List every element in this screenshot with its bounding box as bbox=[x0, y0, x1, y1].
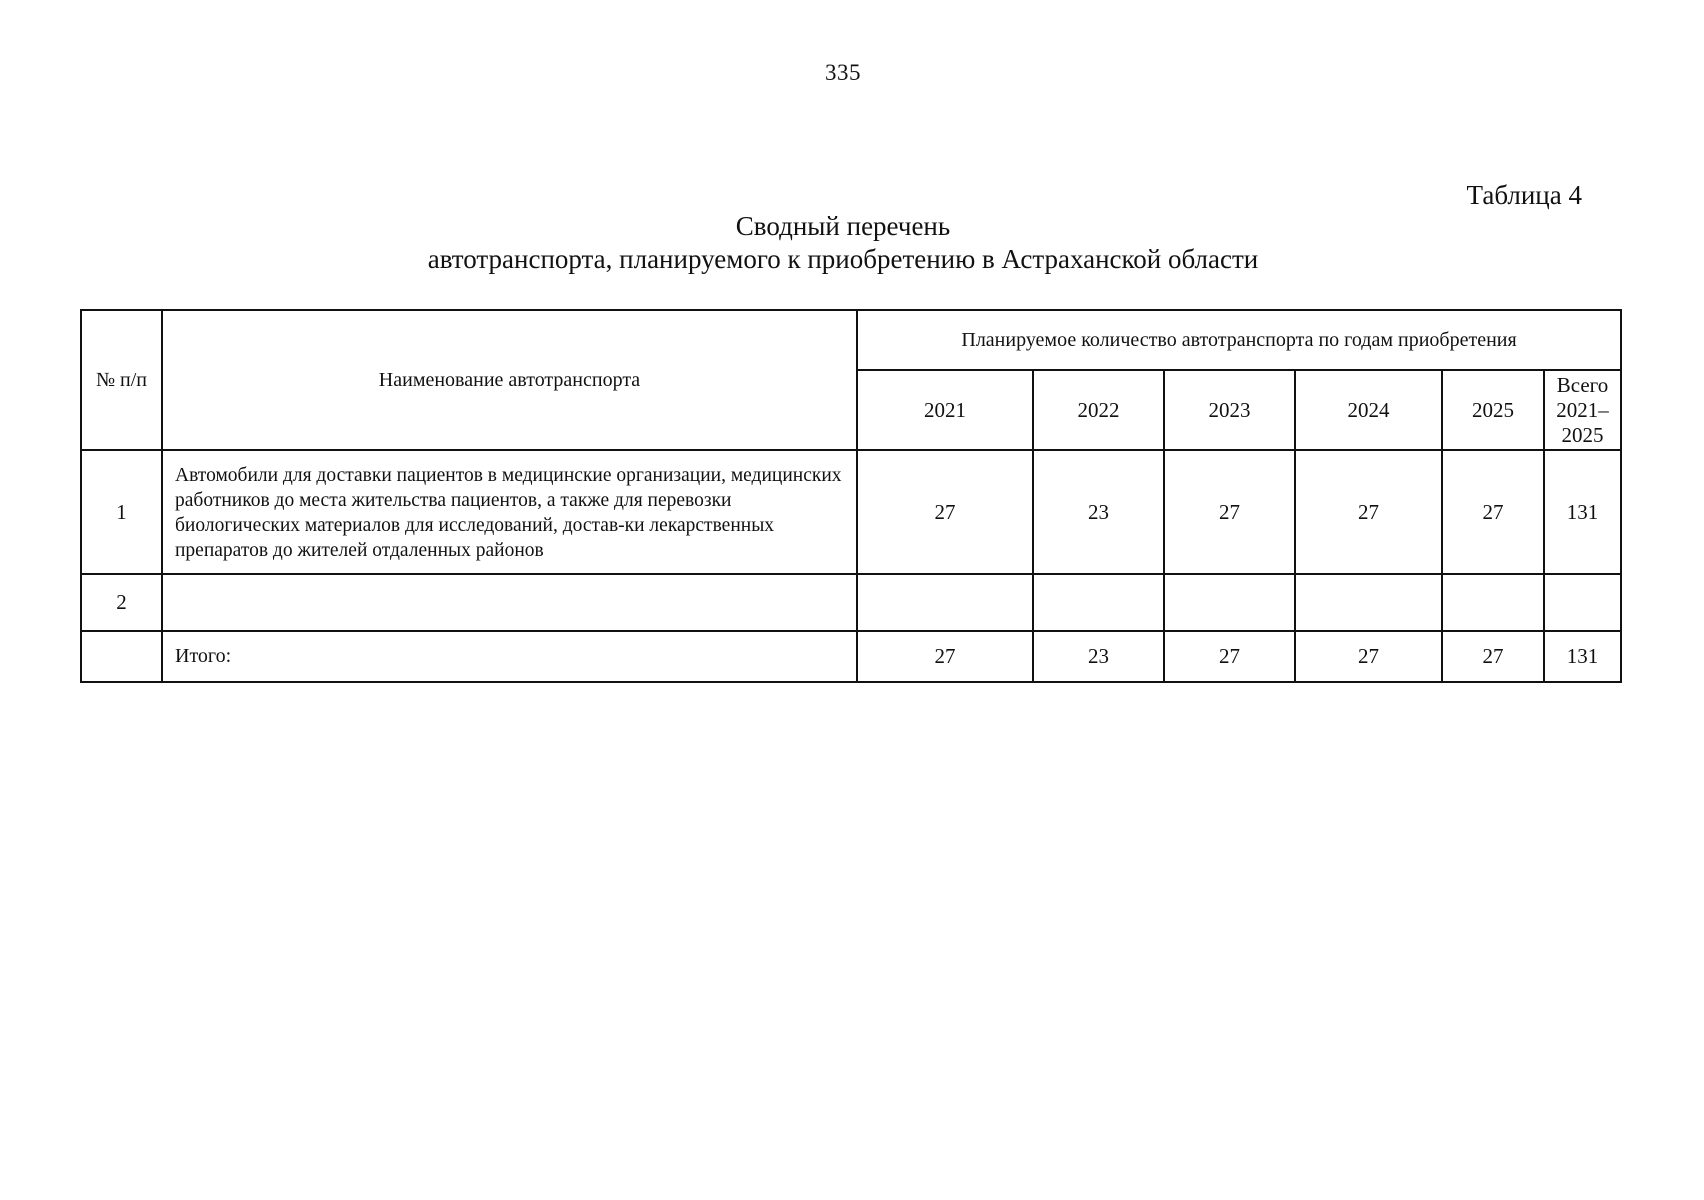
footer-label: Итого: bbox=[162, 631, 857, 682]
row-value-2024 bbox=[1295, 574, 1442, 631]
footer-row bbox=[81, 631, 1621, 682]
row-total bbox=[1544, 574, 1621, 631]
row-number: 2 bbox=[81, 574, 162, 631]
row-value-2023 bbox=[1164, 574, 1295, 631]
row-value-2023: 27 bbox=[1164, 450, 1295, 574]
row-value-2024: 27 bbox=[1295, 450, 1442, 574]
row-value-2025 bbox=[1442, 574, 1544, 631]
table-label: Таблица 4 bbox=[1466, 180, 1582, 210]
page-number: 335 bbox=[825, 60, 861, 85]
col-number-header: № п/п bbox=[81, 310, 162, 450]
document-title bbox=[0, 210, 1686, 276]
row-number: 1 bbox=[81, 450, 162, 574]
year-header-2025: 2025 bbox=[1442, 370, 1544, 450]
year-header-2024: 2024 bbox=[1295, 370, 1442, 450]
row-value-2021 bbox=[857, 574, 1033, 631]
year-header-2022: 2022 bbox=[1033, 370, 1164, 450]
footer-total: 131 bbox=[1544, 631, 1621, 682]
row-name: Автомобили для доставки пациентов в медицинские организации, медицинских работников до места жительства пациентов, а также для перевозки биологических материалов для исследований, достав-ки лекарственных препаратов до жителей отдаленных районов bbox=[162, 450, 857, 574]
row-name bbox=[162, 574, 857, 631]
col-name-header: Наименование автотранспорта bbox=[162, 310, 857, 450]
footer-value-2023: 27 bbox=[1164, 631, 1295, 682]
footer-value-2022: 23 bbox=[1033, 631, 1164, 682]
row-value-2022 bbox=[1033, 574, 1164, 631]
footer-value-2025: 27 bbox=[1442, 631, 1544, 682]
header-row-1 bbox=[81, 310, 1621, 370]
row-value-2025: 27 bbox=[1442, 450, 1544, 574]
title-line-2: автотранспорта, планируемого к приобретению в Астраханской области bbox=[427, 244, 1259, 274]
row-value-2021: 27 bbox=[857, 450, 1033, 574]
footer-value-2021: 27 bbox=[857, 631, 1033, 682]
row-total: 131 bbox=[1544, 450, 1621, 574]
title-line-1: Сводный перечень bbox=[735, 211, 951, 241]
total-header-line-3: 2025 bbox=[1561, 422, 1604, 447]
footer-number bbox=[81, 631, 162, 682]
total-header-line-1: Всего bbox=[1556, 372, 1609, 397]
footer-value-2024: 27 bbox=[1295, 631, 1442, 682]
group-header: Планируемое количество автотранспорта по годам приобретения bbox=[857, 310, 1621, 370]
year-header-2023: 2023 bbox=[1164, 370, 1295, 450]
vehicle-summary-table bbox=[80, 309, 1622, 683]
table-row bbox=[81, 574, 1621, 631]
total-header bbox=[1544, 370, 1621, 450]
year-header-2021: 2021 bbox=[857, 370, 1033, 450]
table-row bbox=[81, 450, 1621, 574]
total-header-line-2: 2021– bbox=[1556, 397, 1609, 422]
row-value-2022: 23 bbox=[1033, 450, 1164, 574]
